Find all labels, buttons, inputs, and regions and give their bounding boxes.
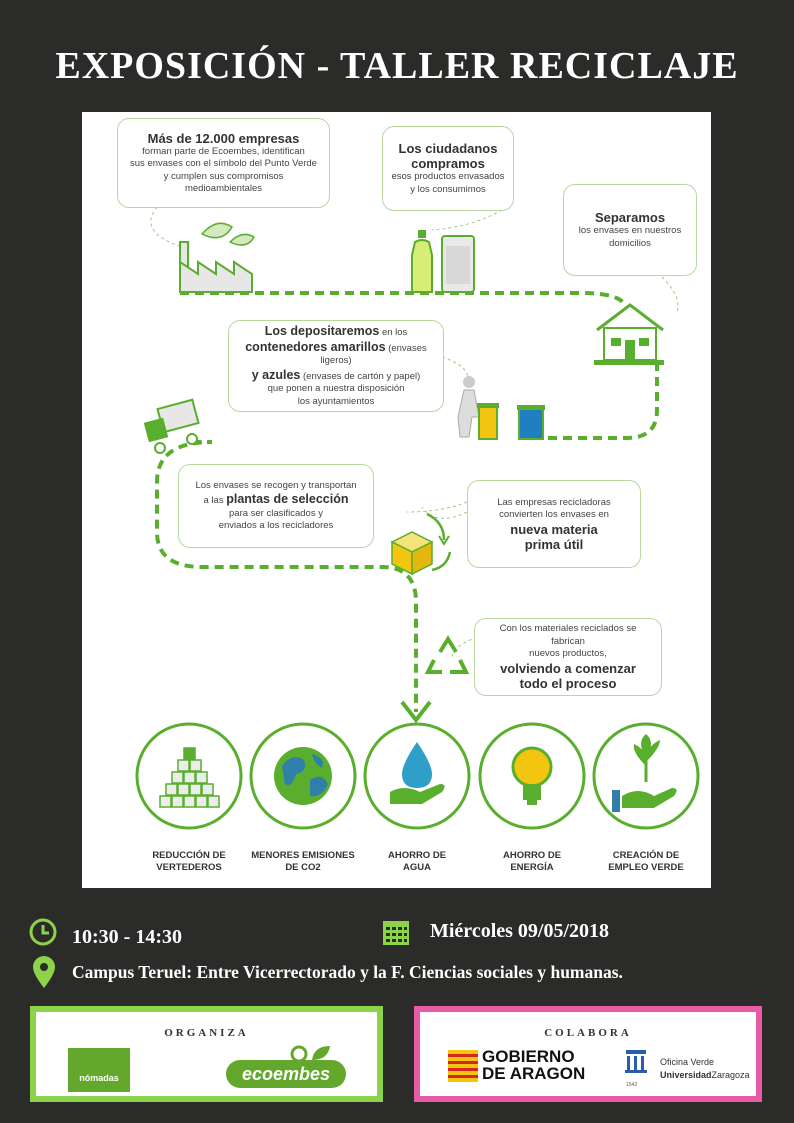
step-heading: y azules — [251, 367, 301, 382]
event-date: Miércoles 09/05/2018 — [430, 920, 610, 942]
step-text: Las empresas recicladoras — [497, 496, 611, 508]
recycle-symbol-icon — [428, 639, 466, 672]
uni-name-bold: Universidad — [660, 1070, 712, 1080]
benefit-label-energia — [472, 850, 592, 874]
benefit-line: EMPLEO VERDE — [608, 862, 684, 873]
benefit-line: ENERGÍA — [510, 862, 554, 873]
step-text: en los — [379, 327, 408, 338]
step-text: esos productos envasados — [391, 171, 505, 182]
ecoembes-logo-text: ecoembes — [241, 1064, 331, 1084]
step-heading: Separamos — [594, 210, 666, 225]
university-year: 1542 — [626, 1082, 638, 1088]
step-heading: compramos — [411, 156, 485, 171]
universidad-zaragoza-logo — [660, 1056, 750, 1082]
step-box-recicladoras — [467, 480, 641, 568]
step-text: los envases en nuestros — [578, 225, 682, 236]
location-pin-icon — [31, 954, 57, 990]
step-heading: Los depositaremos — [264, 324, 380, 338]
infographic-panel — [82, 112, 711, 888]
benefit-line: AHORRO DE — [502, 850, 562, 861]
step-text: domicilios — [609, 237, 651, 249]
benefit-line: VERTEDEROS — [156, 862, 222, 873]
gobierno-aragon-logo — [482, 1048, 585, 1082]
benefit-line: DE CO2 — [285, 862, 321, 873]
step-text: Con los materiales reciclados se fabrican — [499, 623, 637, 647]
factory-icon — [180, 223, 254, 292]
step-text: Los envases se recogen y transportan — [195, 479, 357, 491]
organiza-box — [30, 1006, 383, 1102]
step-text: para ser clasificados y — [229, 507, 323, 519]
bottle-can-icon — [412, 230, 474, 292]
step-text: y los consumimos — [410, 183, 486, 195]
benefit-label-empleo — [586, 850, 706, 874]
step-box-recogen — [178, 464, 374, 548]
step-text: medioambientales — [184, 183, 263, 194]
step-line — [237, 340, 435, 368]
benefit-label-co2 — [243, 850, 363, 874]
gov-line: DE ARAGON — [482, 1064, 586, 1083]
ecoembes-leaf-icon — [290, 1042, 334, 1064]
house-icon — [594, 305, 664, 365]
step-text: los ayuntamientos — [297, 395, 375, 407]
organiza-label: ORGANIZA — [164, 1027, 249, 1039]
step-heading: contenedores amarillos — [245, 339, 386, 354]
nomadas-logo-text: nómadas — [79, 1073, 119, 1083]
benefit-line: AGUA — [403, 862, 431, 873]
step-text: y cumplen sus compromisos — [163, 170, 284, 182]
person-bins-icon — [458, 376, 545, 439]
recycle-box-icon — [392, 514, 450, 574]
step-box-ciudadanos — [382, 126, 514, 211]
benefit-line: CREACIÓN DE — [612, 850, 680, 861]
step-heading: nueva materia — [510, 521, 598, 537]
step-line — [237, 368, 435, 384]
benefit-line: MENORES EMISIONES — [251, 850, 355, 861]
uni-line: Oficina Verde — [660, 1057, 715, 1067]
colabora-box — [414, 1006, 762, 1102]
calendar-icon — [381, 917, 411, 947]
benefit-line: REDUCCIÓN DE — [152, 850, 226, 861]
flow-path-2 — [537, 362, 657, 438]
step-line — [187, 492, 365, 508]
clock-icon — [28, 917, 58, 947]
step-text: convierten los envases en — [499, 509, 609, 520]
benefit-label-agua — [357, 850, 477, 874]
event-time: 10:30 - 14:30 — [72, 926, 182, 948]
uni-line — [660, 1069, 750, 1082]
step-box-depositaremos — [228, 320, 444, 412]
step-heading: Más de 12.000 empresas — [147, 130, 300, 146]
step-heading: volviendo a comenzar — [500, 660, 636, 676]
ecoembes-logo — [226, 1060, 346, 1088]
step-heading: plantas de selección — [226, 492, 349, 506]
colabora-label: COLABORA — [544, 1027, 632, 1039]
step-line — [237, 324, 435, 340]
step-text: sus envases con el símbolo del Punto Verde — [130, 158, 317, 169]
step-text: (envases de cartón y papel) — [300, 370, 421, 382]
step-text: enviados a los recicladores — [218, 520, 334, 531]
gov-line: GOBIERNO — [482, 1047, 575, 1066]
step-heading: Los ciudadanos — [398, 141, 498, 156]
step-box-separamos — [563, 184, 697, 276]
uni-name-rest: Zaragoza — [711, 1070, 750, 1080]
truck-icon — [144, 400, 199, 453]
flow-path-1 — [180, 293, 627, 308]
step-text: (envases ligeros) — [320, 342, 427, 366]
page-title: EXPOSICIÓN - TALLER RECICLAJE — [55, 45, 739, 87]
step-text: que ponen a nuestra disposición — [267, 383, 405, 394]
step-heading: todo el proceso — [519, 675, 617, 691]
aragon-flag-icon — [448, 1050, 478, 1082]
event-location: Campus Teruel: Entre Vicerrectorado y la F. Ciencias sociales y humanas. — [72, 962, 623, 982]
step-text: forman parte de Ecoembes, identifican — [142, 145, 305, 157]
step-text: a las — [203, 495, 227, 506]
nomadas-logo — [68, 1048, 130, 1092]
globe-icon — [274, 747, 332, 805]
step-heading: prima útil — [524, 536, 584, 552]
step-text: nuevos productos, — [529, 648, 607, 660]
benefit-label-vertederos — [129, 850, 249, 874]
university-building-icon — [622, 1046, 650, 1082]
step-box-materiales — [474, 618, 662, 696]
benefit-line: AHORRO DE — [387, 850, 447, 861]
step-box-empresas — [117, 118, 330, 208]
